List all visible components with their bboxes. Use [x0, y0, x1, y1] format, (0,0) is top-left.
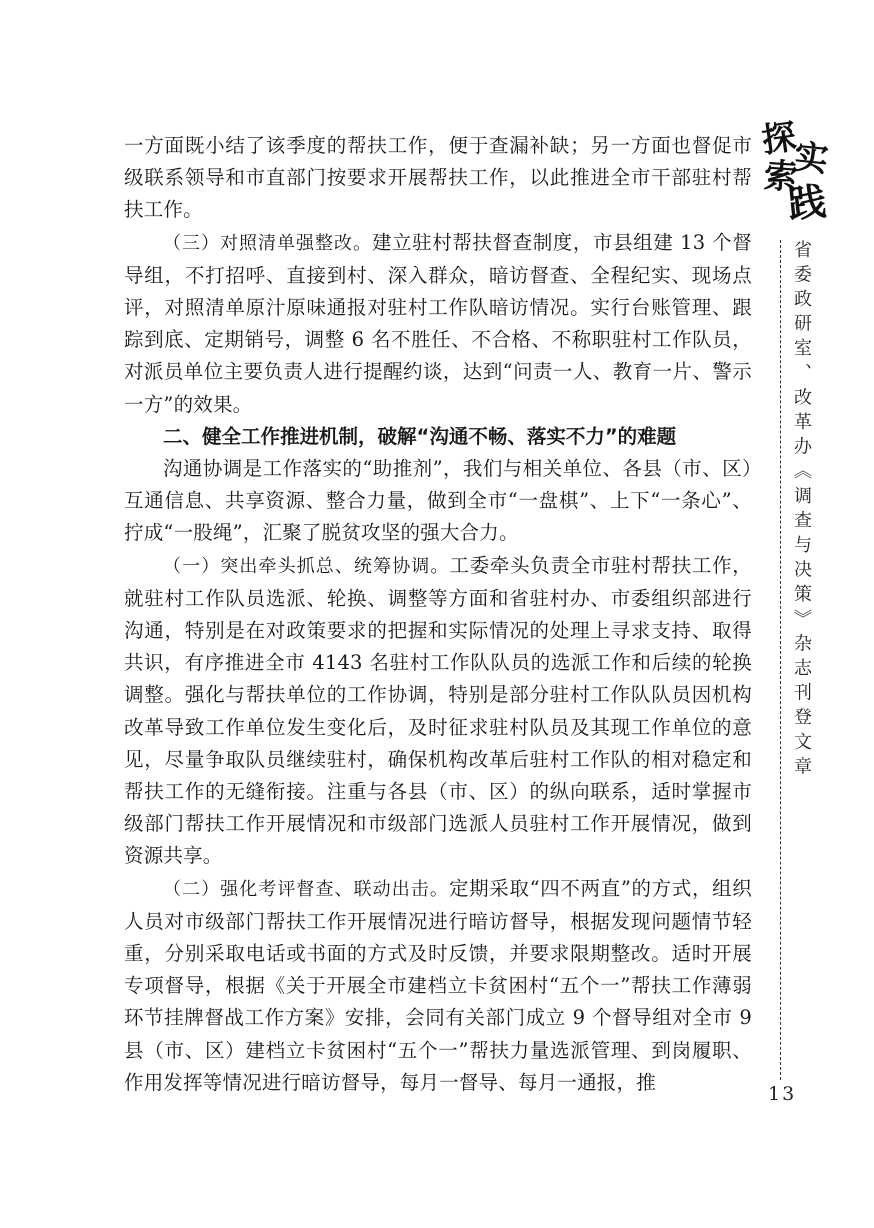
logo-char: 索 [762, 155, 800, 199]
paragraph-rectification [124, 227, 752, 421]
paragraph-text: 工委牵头负责全市驻村帮扶工作，就驻村工作队员选派、轮换、调整等方面和省驻村办、市委组织部进行沟通，特别是在对政策要求的把握和实际情况的处理上寻求支持、取得共识，有序推进全市 4143 名驻村工作队队员的选派工作和后续的轮换调整。强化与帮扶单位的工作协调，特别是部分驻村工作队队员因机构改革导致工作单位发生变化后，及时征求驻村队员及其现工作单位的意见，尽量争取队员继续驻村，确保机构改革后驻村工作队的相对稳定和帮扶工作的无缝衔接。注重与各县（市、区）的纵向联系，适时掌握市级部门帮扶工作开展情况和市级部门选派人员驻村工作开展情况，做到资源共享。 [124, 553, 752, 868]
paragraph-text: 建立驻村帮扶督查制度，市县组建 13 个督导组，不打招呼、直接到村、深入群众，暗访督查、全程纪实、现场点评，对照清单原汁原味通报对驻村工作队暗访情况。实行台账管理、跟踪到底、定期销号，调整 6 名不胜任、不合格、不称职驻村工作队员，对派员单位主要负责人进行提醒约谈，达到“问责一人、教育一片、警示一方”的效果。 [124, 230, 752, 416]
section-heading-2: 二、健全工作推进机制，破解“沟通不畅、落实不力”的难题 [163, 424, 677, 448]
logo-char: 实 [792, 137, 830, 181]
subsection-lead-3: （三）对照清单强整改。 [163, 232, 372, 254]
page-number: 13 [768, 1083, 797, 1105]
paragraph-continuation: 一方面既小结了该季度的帮扶工作，便于查漏补缺；另一方面也督促市级联系领导和市直部门按要求开展帮扶工作，以此推进全市干部驻村帮扶工作。 [124, 134, 752, 222]
subsection-lead-1: （一）突出牵头抓总、统筹协调。 [163, 555, 450, 577]
article-body [124, 130, 752, 1099]
sidebar-vertical-title: 省委政研室、改革办《调查与决策》杂志刊登文章 [791, 240, 812, 782]
section-logo [759, 116, 830, 230]
logo-char: 探 [759, 116, 799, 162]
logo-char: 践 [785, 178, 829, 227]
subsection-lead-2: （二）强化考评督查、联动出击。 [163, 878, 449, 900]
sidebar-divider [780, 240, 781, 1080]
paragraph-coordination-intro: 沟通协调是工作落实的“助推剂”，我们与相关单位、各县（市、区）互通信息、共享资源、整合力量，做到全市“一盘棋”、上下“一条心”、拧成“一股绳”，汇聚了脱贫攻坚的强大合力。 [124, 457, 752, 545]
paragraph-text: 定期采取“四不两直”的方式，组织人员对市级部门帮扶工作开展情况进行暗访督导，根据发现问题情节轻重，分别采取电话或书面的方式及时反馈，并要求限期整改。适时开展专项督导，根据《关于开展全市建档立卡贫困村“五个一”帮扶工作薄弱环节挂牌督战工作方案》安排，会同有关部门成立 9 个督导组对全市 9 县（市、区）建档立卡贫困村“五个一”帮扶力量选派管理、到岗履职、作用发挥等情况进行暗访督导，每月一督导、每月一通报，推 [124, 876, 753, 1094]
paragraph-supervision [124, 873, 752, 1099]
paragraph-lead-coordination [124, 550, 752, 873]
